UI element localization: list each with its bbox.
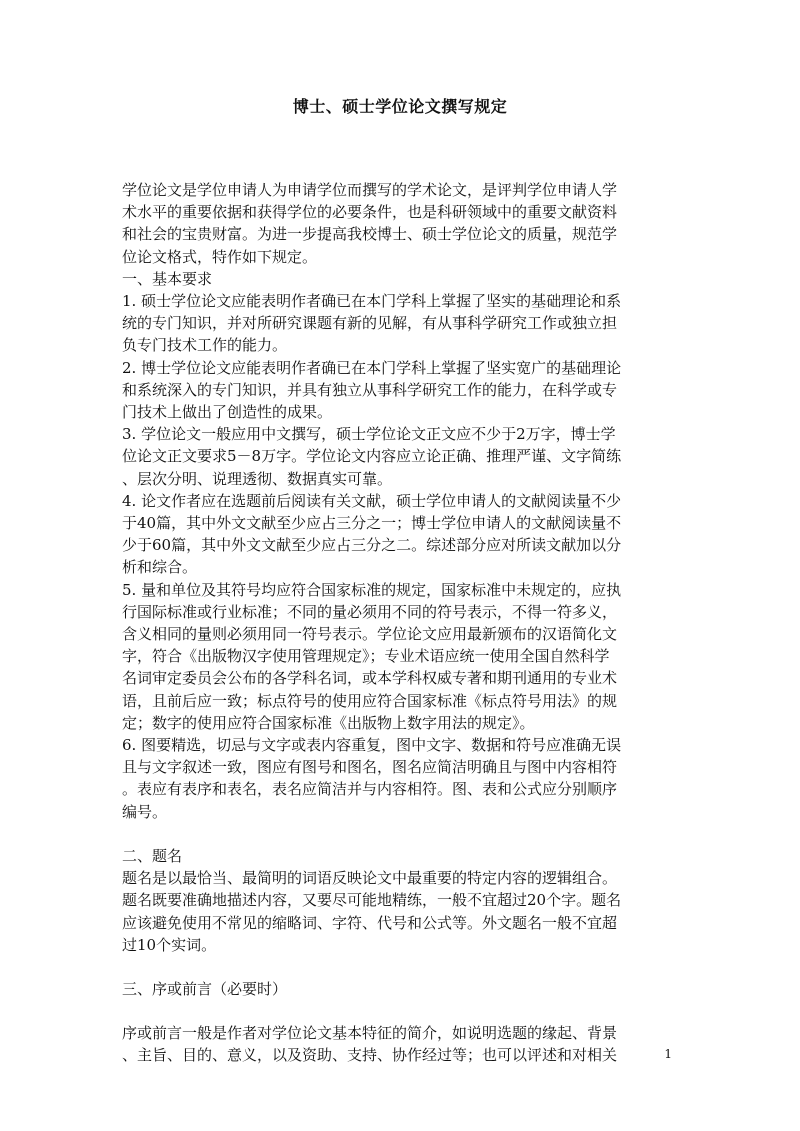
requirement-item-3: 3. 学位论文一般应用中文撰写，硕士学位论文正文应不少于2万字，博士学 位论文正文要求5－8万字。学位论文内容应立论正确、推理严谨、文字简练 、层次分明、说理透彻、数据真实可靠。 <box>122 425 622 488</box>
requirement-item-5: 5. 量和单位及其符号均应符合国家标准的规定，国家标准中未规定的，应执 行国际标准或行业标准；不同的量必须用不同的符号表示，不得一符多义， 含义相同的量则必须用同一符号表示。学位论文应用最新颁布的汉语简化文 字，符合《出版物汉字使用管理规定》；专业术语应统一使用全国自然科学 名词审定委员会公布的各学科名词，或本学科权威专著和期刊通用的专业术 语，且前后应一致；标点符号的使用应符合国家标准《标点符号用法》的规 定；数字的使用应符合国家标准《出版物上数字用法的规定》。 <box>122 580 622 732</box>
requirement-item-1: 1. 硕士学位论文应能表明作者确已在本门学科上掌握了坚实的基础理论和系 统的专门知识，并对所研究课题有新的见解，有从事科学研究工作或独立担 负专门技术工作的能力。 <box>122 292 622 355</box>
requirement-item-6: 6. 图要精选，切忌与文字或表内容重复，图中文字、数据和符号应准确无误 且与文字叙述一致，图应有图号和图名，图名应简洁明确且与图中内容相符 。表应有表序和表名，表名应简洁并与内容相符。图、表和公式应分别顺序 编号。 <box>122 736 622 821</box>
preface-section-paragraph: 序或前言一般是作者对学位论文基本特征的简介，如说明选题的缘起、背景 、主旨、目的、意义，以及资助、支持、协作经过等；也可以评述和对相关 <box>122 1024 618 1065</box>
section-heading-basic-requirements: 一、基本要求 <box>122 269 213 288</box>
page-number: 1 <box>664 1047 672 1061</box>
section-heading-title: 二、题名 <box>122 846 183 865</box>
requirement-item-4: 4. 论文作者应在选题前后阅读有关文献，硕士学位申请人的文献阅读量不少 于40篇，其中外文文献至少应占三分之一；博士学位申请人的文献阅读量不 少于60篇，其中外文文献至少应占三分之二。综述部分应对所读文献加以分 析和综合。 <box>122 491 622 577</box>
section-heading-preface: 三、序或前言（必要时） <box>122 979 288 998</box>
requirement-item-2: 2. 博士学位论文应能表明作者确已在本门学科上掌握了坚实宽广的基础理论 和系统深入的专门知识，并具有独立从事科学研究工作的能力，在科学或专 门技术上做出了创造性的成果。 <box>122 358 622 422</box>
section-spacer <box>122 1000 662 1022</box>
section-spacer <box>122 956 662 978</box>
document-title: 博士、硕士学位论文撰写规定 <box>292 97 508 116</box>
document-body <box>122 179 662 1067</box>
title-section-paragraph: 题名是以最恰当、最简明的词语反映论文中最重要的特定内容的逻辑组合。 题名既要准确地描述内容，又要尽可能地精练，一般不宜超过20个字。题名 应该避免使用不常见的缩略词、字符、代号和公式等。外文题名一般不宜超 过10个实词。 <box>122 869 622 954</box>
section-spacer <box>122 823 662 845</box>
intro-paragraph: 学位论文是学位申请人为申请学位而撰写的学术论文，是评判学位申请人学 术水平的重要依据和获得学位的必要条件，也是科研领域中的重要文献资料 和社会的宝贵财富。为进一步提高我校博士、硕士学位论文的质量，规范学 位论文格式，特作如下规定。 <box>122 181 618 266</box>
